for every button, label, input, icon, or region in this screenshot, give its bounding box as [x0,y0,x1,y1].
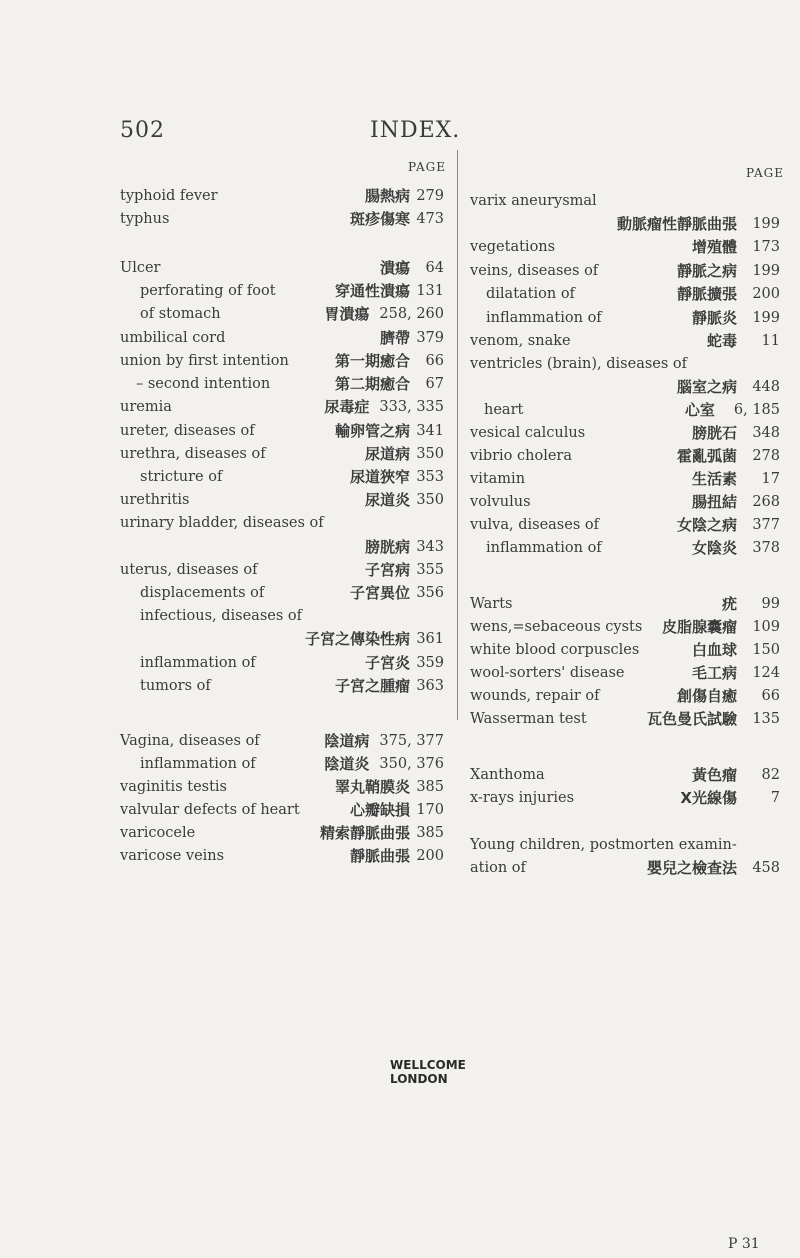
entry-page-number: 6, 185 [733,402,780,418]
entry-term: Wasserman test [470,711,587,727]
entry-page-number: 458 [752,860,780,876]
index-entry [120,776,444,798]
entry-term: Young children, postmorten examin- [470,837,737,853]
entry-chinese-term: 皮脂腺囊瘤 [661,618,737,636]
entry-term: urethritis [120,492,190,508]
index-entry [486,537,780,559]
entry-term: Xanthoma [470,767,545,783]
entry-term: perforating of foot [140,283,276,299]
entry-chinese-term: 疣 [721,595,737,613]
index-entry [120,327,444,349]
entry-chinese-term: 女陰炎 [691,539,737,557]
entry-page-number: 173 [752,239,780,255]
entry-term: vaginitis testis [120,779,228,795]
stamp-line-2: LONDON [390,1072,448,1086]
entry-chinese-term: 精索靜脈曲張 [319,824,410,842]
index-entry [120,350,444,372]
entry-page-number: 64 [425,260,444,276]
entry-chinese-term: 穿通性潰瘍 [334,282,410,300]
entry-chinese-term: 尿道炎 [364,491,410,509]
entry-chinese-term: 尿道狹窄 [349,468,410,486]
index-entry [470,834,780,856]
entry-chinese-term: 增殖體 [691,238,737,256]
entry-chinese-term: 膀胱石 [691,424,737,442]
entry-term: inflammation of [140,655,256,671]
entry-term: inflammation of [486,540,602,556]
index-entry [120,443,444,465]
entry-term: volvulus [470,494,531,510]
index-entry [470,857,780,879]
entry-term: – second intention [136,376,271,392]
entry-term: vesical calculus [470,425,586,441]
entry-page-number: 377 [752,517,780,533]
entry-page-number: 350 [416,446,444,462]
entry-term: varicocele [120,825,196,841]
entry-page-number: 109 [752,619,780,635]
index-entry [120,628,444,650]
entry-page-number: 353 [416,469,444,485]
entry-term: vitamin [470,471,526,487]
entry-chinese-term: 腸扭結 [691,493,737,511]
entry-chinese-term: 嬰兒之檢查法 [646,859,737,877]
entry-term: wounds, repair of [470,688,600,704]
index-entry [470,422,780,444]
index-entry [470,491,780,513]
entry-chinese-term: X光線傷 [680,789,737,807]
index-entry [140,466,444,488]
entry-page-number: 378 [752,540,780,556]
index-entry [486,283,780,305]
entry-term: typhoid fever [120,188,218,204]
entry-term: infectious, diseases of [140,608,302,624]
index-entry [470,787,780,809]
entry-term: dilatation of [486,286,575,302]
entry-term: varix aneurysmal [470,193,597,209]
entry-page-number: 359 [416,655,444,671]
entry-chinese-term: 子宮之傳染性病 [304,630,410,648]
entry-term: vulva, diseases of [470,517,599,533]
entry-chinese-term: 睪丸鞘膜炎 [334,778,410,796]
entry-chinese-term: 霍亂弧菌 [676,447,737,465]
index-entry [120,257,444,279]
index-entry [140,280,444,302]
entry-page-number: 350 [416,492,444,508]
index-entry [470,685,780,707]
entry-term: vibrio cholera [470,448,573,464]
entry-chinese-term: 尿道病 [364,445,410,463]
entry-page-number: 375, 377 [379,733,444,749]
entry-term: of stomach [140,306,221,322]
entry-chinese-term: 胃潰瘍 [324,305,370,323]
entry-term: Ulcer [120,260,161,276]
index-entry [470,764,780,786]
entry-page-number: 124 [752,665,780,681]
entry-page-number: 66 [425,353,444,369]
index-entry [120,420,444,442]
entry-page-number: 473 [416,211,444,227]
index-entry [120,489,444,511]
index-entry [136,373,444,395]
index-entry [470,616,780,638]
index-entry [120,208,444,230]
entry-page-number: 355 [416,562,444,578]
entry-chinese-term: 創傷自癒 [676,687,737,705]
index-entry [140,605,444,627]
index-entry [120,512,444,534]
index-entry [470,213,780,235]
entry-chinese-term: 子宮病 [364,561,410,579]
entry-chinese-term: 毛工病 [691,664,737,682]
entry-chinese-term: 瓦色曼氏試驗 [646,710,737,728]
stamp-line-1: WELLCOME [390,1058,466,1072]
index-entry [120,845,444,867]
entry-chinese-term: 第二期癒合 [334,375,410,393]
entry-term: union by first intention [120,353,289,369]
entry-term: wens,=sebaceous cysts [470,619,643,635]
entry-page-number: 99 [761,596,780,612]
entry-page-number: 448 [752,379,780,395]
library-stamp [390,1058,466,1086]
entry-page-number: 385 [416,779,444,795]
index-entry [470,376,780,398]
entry-page-number: 278 [752,448,780,464]
index-entry [120,185,444,207]
entry-chinese-term: 潰瘍 [379,259,410,277]
entry-page-number: 67 [425,376,444,392]
entry-chinese-term: 斑疹傷寒 [349,210,410,228]
index-entry [470,330,780,352]
entry-page-number: 356 [416,585,444,601]
entry-page-number: 7 [770,790,780,806]
index-entry [120,730,444,752]
index-entry [120,822,444,844]
entry-chinese-term: 靜脈之病 [676,262,737,280]
index-entry [140,652,444,674]
entry-chinese-term: 靜脈曲張 [349,847,410,865]
entry-page-number: 343 [416,539,444,555]
entry-term: umbilical cord [120,330,226,346]
entry-term: inflammation of [140,756,256,772]
entry-page-number: 341 [416,423,444,439]
column-divider [457,150,458,720]
entry-chinese-term: 蛇毒 [706,332,737,350]
entry-chinese-term: 腸熱病 [364,187,410,205]
entry-chinese-term: 動脈瘤性靜脈曲張 [616,215,737,233]
entry-chinese-term: 膀胱病 [364,538,410,556]
entry-page-number: 135 [752,711,780,727]
entry-chinese-term: 白血球 [691,641,737,659]
entry-term: wool-sorters' disease [470,665,625,681]
index-entry [140,753,444,775]
entry-term: inflammation of [486,310,602,326]
entry-term: stricture of [140,469,223,485]
index-entry [486,307,780,329]
entry-page-number: 279 [416,188,444,204]
entry-page-number: 361 [416,631,444,647]
entry-term: Vagina, diseases of [120,733,260,749]
entry-chinese-term: 第一期癒合 [334,352,410,370]
entry-chinese-term: 腦室之病 [676,378,737,396]
index-entry [140,675,444,697]
index-entry [470,353,780,375]
entry-term: Warts [470,596,513,612]
entry-chinese-term: 尿毒症 [324,398,370,416]
index-entry [470,593,780,615]
entry-term: venom, snake [470,333,571,349]
index-entry [470,445,780,467]
entry-term: vegetations [470,239,556,255]
index-entry [120,799,444,821]
entry-chinese-term: 輸卵管之病 [334,422,410,440]
entry-page-number: 170 [416,802,444,818]
entry-term: uremia [120,399,172,415]
entry-term: ventricles (brain), diseases of [470,356,688,372]
entry-page-number: 379 [416,330,444,346]
entry-chinese-term: 陰道病 [324,732,370,750]
entry-chinese-term: 陰道炎 [324,755,370,773]
entry-chinese-term: 靜脈炎 [691,309,737,327]
entry-page-number: 82 [761,767,780,783]
entry-page-number: 150 [752,642,780,658]
entry-page-number: 66 [761,688,780,704]
entry-page-number: 268 [752,494,780,510]
entry-chinese-term: 子宮異位 [349,584,410,602]
entry-page-number: 333, 335 [379,399,444,415]
entry-chinese-term: 臍帶 [379,329,410,347]
index-entry [140,582,444,604]
entry-term: heart [484,402,524,418]
entry-page-number: 199 [752,216,780,232]
index-entry [140,303,444,325]
index-entry [120,396,444,418]
index-entry [470,639,780,661]
entry-term: ureter, diseases of [120,423,255,439]
entry-term: tumors of [140,678,211,694]
entry-page-number: 200 [416,848,444,864]
index-entry [120,559,444,581]
entry-page-number: 385 [416,825,444,841]
index-entry [120,536,444,558]
entry-chinese-term: 子宮之腫瘤 [334,677,410,695]
entry-term: urinary bladder, diseases of [120,515,324,531]
index-entry [470,708,780,730]
entry-chinese-term: 生活素 [691,470,737,488]
index-entry [470,662,780,684]
entry-chinese-term: 黃色瘤 [691,766,737,784]
entry-term: valvular defects of heart [120,802,300,818]
entry-chinese-term: 心室 [684,401,715,419]
entry-term: veins, diseases of [470,263,599,279]
index-entry [484,399,780,421]
entry-term: typhus [120,211,170,227]
entry-chinese-term: 心瓣缺損 [349,801,410,819]
entry-page-number: 11 [761,333,780,349]
entry-chinese-term: 子宮炎 [364,654,410,672]
page-number: 502 [120,118,165,143]
left-page-heading: PAGE [408,160,446,174]
entry-page-number: 131 [416,283,444,299]
entry-term: urethra, diseases of [120,446,266,462]
index-entry [470,260,780,282]
entry-term: varicose veins [120,848,225,864]
index-entry [470,514,780,536]
entry-term: ation of [470,860,526,876]
index-entry [470,468,780,490]
footer-code: P 31 [728,1236,760,1252]
index-entry [470,190,780,212]
entry-term: displacements of [140,585,265,601]
entry-page-number: 199 [752,310,780,326]
entry-page-number: 350, 376 [379,756,444,772]
entry-page-number: 17 [761,471,780,487]
entry-page-number: 363 [416,678,444,694]
entry-page-number: 200 [752,286,780,302]
entry-term: uterus, diseases of [120,562,258,578]
index-entry [470,236,780,258]
entry-term: x-rays injuries [470,790,575,806]
right-page-heading: PAGE [746,166,784,180]
entry-page-number: 258, 260 [379,306,444,322]
entry-chinese-term: 靜脈擴張 [676,285,737,303]
entry-term: white blood corpuscles [470,642,640,658]
entry-chinese-term: 女陰之病 [676,516,737,534]
entry-page-number: 199 [752,263,780,279]
page-title: INDEX. [370,118,461,143]
entry-page-number: 348 [752,425,780,441]
